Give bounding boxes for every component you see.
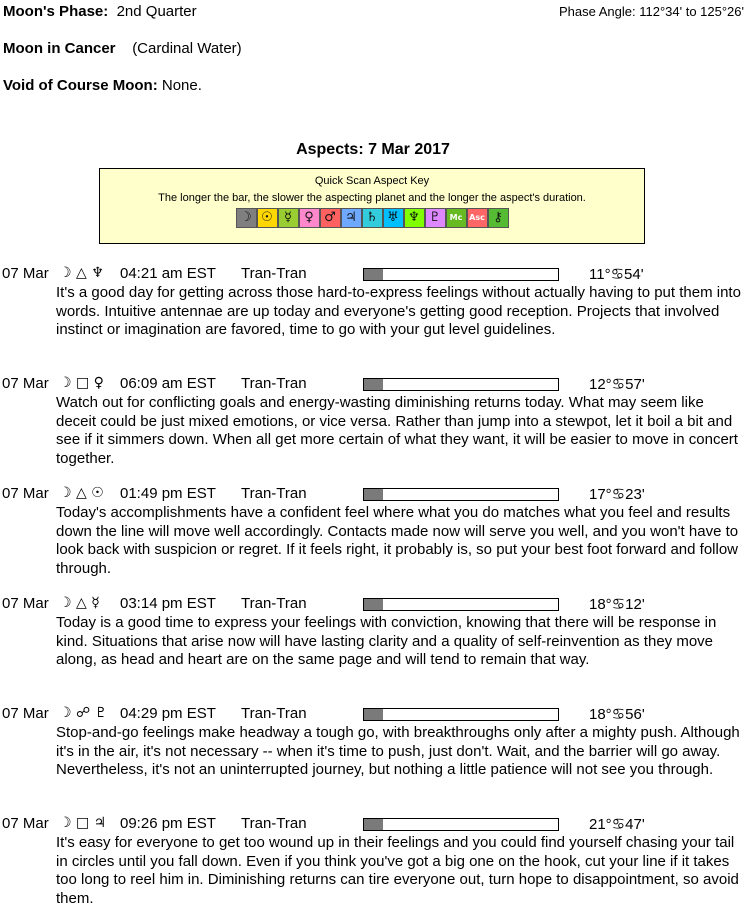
aspect-description: Watch out for conflicting goals and energy-wasting diminishing returns today. What may seem like deceit could be just mixed emotions, or vice versa. Rather than jump into a stewpot, let it boil a bit and see if it simmers down. When all get more certain of what they want, it will be easier to move in concert together. [56, 394, 738, 467]
aspect-type: Tran-Tran [241, 485, 307, 502]
jupiter-icon: ♃ [341, 208, 362, 228]
aspect-symbols: ☽ □ ♀ [59, 375, 104, 391]
duration-bar [363, 708, 559, 721]
moon-phase-label: Moon's Phase: [3, 3, 109, 20]
aspect-header [0, 595, 750, 615]
chiron-icon: ⚷ [488, 208, 509, 228]
moon-icon: ☽ [236, 208, 257, 228]
aspect-degree: 17°♋23' [589, 486, 645, 503]
aspect-date: 07 Mar [2, 375, 49, 392]
venus-icon: ♀ [299, 208, 320, 228]
moon-sign-label: Moon in Cancer [3, 40, 116, 57]
aspect-header [0, 485, 750, 505]
aspect-degree: 18°♋12' [589, 596, 645, 613]
aspect-date: 07 Mar [2, 265, 49, 282]
aspect-entry [0, 485, 750, 578]
duration-bar [363, 818, 559, 831]
phase-angle: Phase Angle: 112°34' to 125°26' [559, 4, 744, 19]
aspect-entry [0, 595, 750, 670]
neptune-icon: ♆ [404, 208, 425, 228]
duration-bar-fill [364, 819, 383, 830]
duration-bar [363, 598, 559, 611]
aspect-symbols: ☽ ☍ ♇ [59, 705, 108, 721]
duration-bar [363, 378, 559, 391]
aspect-type: Tran-Tran [241, 265, 307, 282]
duration-bar-fill [364, 269, 383, 280]
mercury-icon: ☿ [278, 208, 299, 228]
aspect-key-swatches [100, 208, 644, 228]
duration-bar [363, 268, 559, 281]
aspect-date: 07 Mar [2, 485, 49, 502]
aspect-symbols: ☽ △ ♆ [59, 265, 104, 281]
aspect-time: 09:26 pm EST [120, 815, 216, 832]
duration-bar [363, 488, 559, 501]
aspects-title: Aspects: 7 Mar 2017 [296, 141, 450, 158]
sun-icon: ☉ [257, 208, 278, 228]
aspect-header [0, 375, 750, 395]
aspect-entry [0, 815, 750, 908]
aspect-header [0, 815, 750, 835]
aspect-key-description: The longer the bar, the slower the aspecting planet and the longer the aspect's duration. [158, 192, 586, 204]
aspect-degree: 11°♋54' [589, 266, 644, 283]
moon-phase-value: 2nd Quarter [116, 3, 197, 20]
duration-bar-fill [364, 709, 383, 720]
void-of-course-label: Void of Course Moon: [3, 77, 158, 94]
duration-bar-fill [364, 379, 383, 390]
aspect-description: It's easy for everyone to get too wound up in their feelings and you could find yourself chasing your tail in circles until you fall down. Even if you think you've got a big one on the hook, cut your line if it takes too long to reel him in. Diminishing returns can tire everyone out, turn hope to disappointment, so avoid them. [56, 834, 739, 907]
pluto-icon: ♇ [425, 208, 446, 228]
aspect-header [0, 705, 750, 725]
void-of-course-value: None. [161, 77, 202, 94]
midheaven-icon: Mc [446, 208, 467, 228]
aspect-time: 04:21 am EST [120, 265, 216, 282]
aspect-symbols: ☽ □ ♃ [59, 815, 107, 831]
aspect-date: 07 Mar [2, 815, 49, 832]
aspect-key-title: Quick Scan Aspect Key [314, 175, 430, 187]
duration-bar-fill [364, 489, 383, 500]
aspect-degree: 18°♋56' [589, 706, 645, 723]
void-of-course-line [3, 77, 202, 94]
aspect-description: It's a good day for getting across those hard-to-express feelings without actually having to put them into words. Intuitive antennae are up today and everyone's getting good reception. Projects that involved instinct or imagination are favored, time to go with your gut level guidelines. [56, 284, 741, 338]
moon-phase-line [3, 3, 197, 20]
aspect-type: Tran-Tran [241, 815, 307, 832]
aspect-description: Today's accomplishments have a confident feel where what you do matches what you feel and results down the line will move well accordingly. Contacts made now will serve you well, and you won't have to look back with suspicion or regret. If it feels right, it probably is, so put your best foot forward and follow through. [56, 504, 739, 577]
aspect-type: Tran-Tran [241, 705, 307, 722]
aspect-description: Today is a good time to express your feelings with conviction, knowing that there will be response in kind. Situations that arise now will have lasting clarity and a quality of self-reinvention as they move along, as head and heart are on the same page and will tend to remain that way. [56, 614, 717, 668]
aspect-time: 01:49 pm EST [120, 485, 216, 502]
uranus-icon: ♅ [383, 208, 404, 228]
aspect-date: 07 Mar [2, 705, 49, 722]
aspect-entry [0, 705, 750, 780]
aspect-symbols: ☽ △ ☉ [59, 485, 104, 501]
aspect-time: 04:29 pm EST [120, 705, 216, 722]
aspect-degree: 21°♋47' [589, 816, 645, 833]
aspect-key-box [99, 168, 645, 244]
aspect-degree: 12°♋57' [589, 376, 645, 393]
aspect-type: Tran-Tran [241, 375, 307, 392]
duration-bar-fill [364, 599, 383, 610]
aspect-entry [0, 375, 750, 468]
aspect-header [0, 265, 750, 285]
moon-sign-value: (Cardinal Water) [132, 40, 242, 57]
moon-sign-line [3, 40, 242, 57]
aspect-date: 07 Mar [2, 595, 49, 612]
aspect-type: Tran-Tran [241, 595, 307, 612]
mars-icon: ♂ [320, 208, 341, 228]
ascendant-icon: Asc [467, 208, 488, 228]
aspect-description: Stop-and-go feelings make headway a tough go, with breakthroughs only after a mighty push. Although it's in the air, it's not necessary -- when it's time to push, just don't. Wait, and the barrier will go away. Nevertheless, it's not an uninterrupted journey, but nothing a little patience will not see you through. [56, 724, 740, 778]
aspect-symbols: ☽ △ ☿ [59, 595, 100, 611]
aspect-time: 03:14 pm EST [120, 595, 216, 612]
aspect-entry [0, 265, 750, 340]
saturn-icon: ♄ [362, 208, 383, 228]
aspect-time: 06:09 am EST [120, 375, 216, 392]
